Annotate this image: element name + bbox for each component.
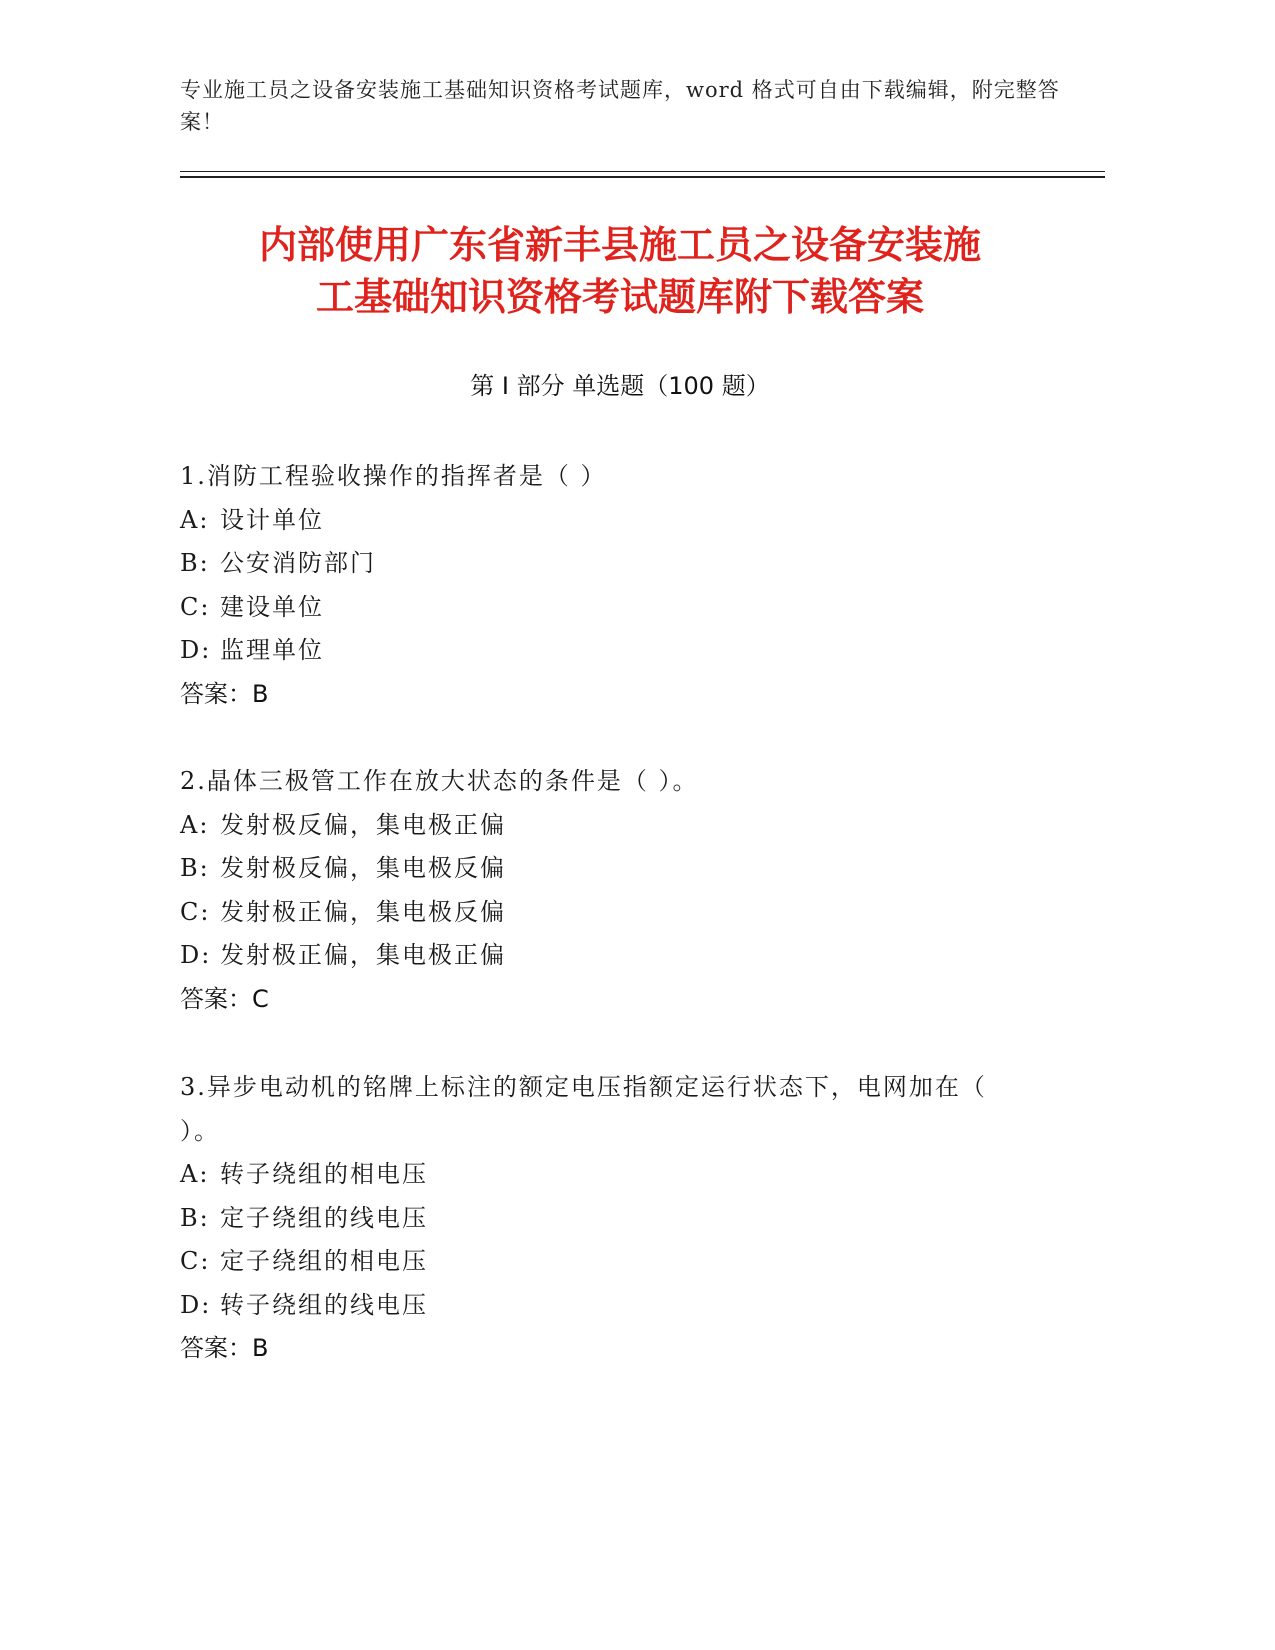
option-text: 设计单位 — [220, 505, 324, 534]
header-divider-thick — [180, 176, 1105, 178]
option-text: 监理单位 — [220, 636, 324, 664]
option-letter: D: — [180, 636, 212, 664]
question-2 — [180, 760, 1060, 1021]
document-title — [140, 219, 1100, 323]
option-d — [180, 1284, 1060, 1328]
question-3 — [180, 1066, 1060, 1371]
option-a — [180, 499, 1060, 543]
option-letter: C: — [180, 1247, 211, 1275]
option-text: 发射极反偏，集电极反偏 — [220, 854, 506, 882]
section-title: 第 I 部分 单选题（100 题） — [470, 372, 770, 400]
header-note: 专业施工员之设备安装施工基础知识资格考试题库，word 格式可自由下载编辑，附完整答案！ — [180, 78, 1060, 134]
option-letter: A: — [180, 505, 210, 534]
option-d — [180, 629, 1060, 673]
answer-label: 答案：C — [180, 984, 269, 1013]
option-letter: A: — [180, 810, 210, 839]
option-c — [180, 891, 1060, 935]
option-text: 转子绕组的线电压 — [220, 1290, 428, 1319]
option-letter: B: — [180, 1203, 210, 1232]
option-text: 定子绕组的线电压 — [220, 1203, 428, 1232]
option-b — [180, 1197, 1060, 1241]
option-letter: B: — [180, 854, 210, 882]
option-a — [180, 1153, 1060, 1197]
question-stem: 1.消防工程验收操作的指挥者是（ ） — [180, 462, 607, 490]
answer-label: 答案：B — [180, 679, 269, 708]
option-letter: A: — [180, 1160, 210, 1188]
option-b — [180, 542, 1060, 586]
option-b — [180, 847, 1060, 891]
option-c — [180, 1240, 1060, 1284]
question-stem: 3.异步电动机的铭牌上标注的额定电压指额定运行状态下，电网加在（ ）。 — [180, 1073, 987, 1145]
document-title-line-2: 工基础知识资格考试题库附下载答案 — [315, 275, 924, 319]
option-text: 发射极正偏，集电极反偏 — [220, 897, 506, 926]
option-a — [180, 804, 1060, 848]
option-text: 发射极正偏，集电极正偏 — [220, 941, 506, 969]
question-1 — [180, 455, 1060, 716]
option-text: 定子绕组的相电压 — [220, 1247, 428, 1275]
document-title-line-1: 内部使用广东省新丰县施工员之设备安装施 — [258, 223, 981, 267]
option-letter: B: — [180, 549, 210, 577]
header-divider-thin — [180, 171, 1105, 172]
option-letter: D: — [180, 1290, 212, 1319]
option-text: 转子绕组的相电压 — [220, 1160, 428, 1188]
option-letter: C: — [180, 592, 211, 621]
answer-label: 答案：B — [180, 1334, 269, 1362]
option-text: 建设单位 — [220, 592, 324, 621]
option-c — [180, 586, 1060, 630]
option-d — [180, 934, 1060, 978]
option-letter: D: — [180, 941, 212, 969]
option-text: 公安消防部门 — [220, 549, 376, 577]
option-text: 发射极反偏，集电极正偏 — [220, 810, 506, 839]
question-stem: 2.晶体三极管工作在放大状态的条件是（ ）。 — [180, 767, 699, 795]
option-letter: C: — [180, 897, 211, 926]
